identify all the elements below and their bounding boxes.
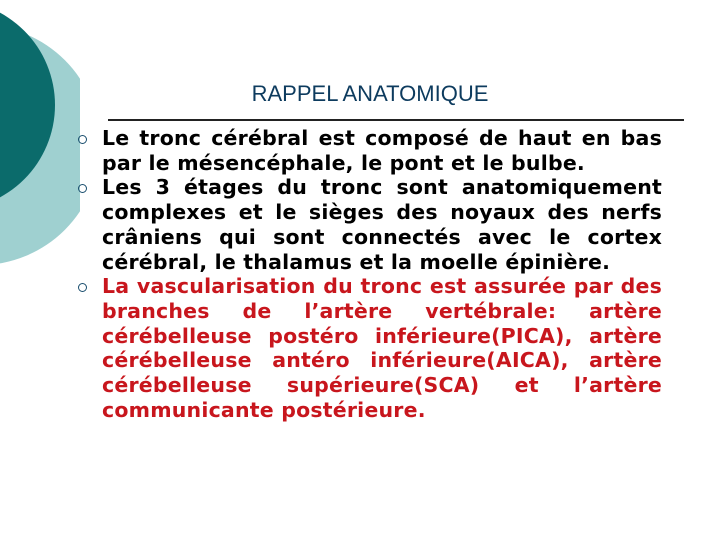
bullet-item [0, 274, 662, 422]
hollow-circle-bullet-icon [78, 283, 87, 292]
bullet-text: La vascularisation du tronc est assurée par des branches de l’artère vertébrale: artère cérébelleuse postéro inférieure(PICA), artère cérébelleuse antéro inférieure(AICA), artère cérébelleuse supérieure(SCA) et l’artère communicante postérieure. [102, 274, 662, 422]
bullet-item [0, 175, 662, 274]
bullet-text: Les 3 étages du tronc sont anatomiquement complexes et le sièges des noyaux des nerfs crâniens qui sont connectés avec le cortex cérébral, le thalamus et la moelle épinière. [102, 175, 662, 274]
hollow-circle-bullet-icon [78, 135, 87, 144]
bullet-item [0, 126, 662, 175]
hollow-circle-bullet-icon [78, 184, 87, 193]
bullet-list [0, 126, 720, 422]
title-underline [108, 119, 684, 121]
bullet-text: Le tronc cérébral est composé de haut en bas par le mésencéphale, le pont et le bulbe. [102, 126, 662, 175]
slide-title: RAPPEL ANATOMIQUE [251, 81, 489, 106]
